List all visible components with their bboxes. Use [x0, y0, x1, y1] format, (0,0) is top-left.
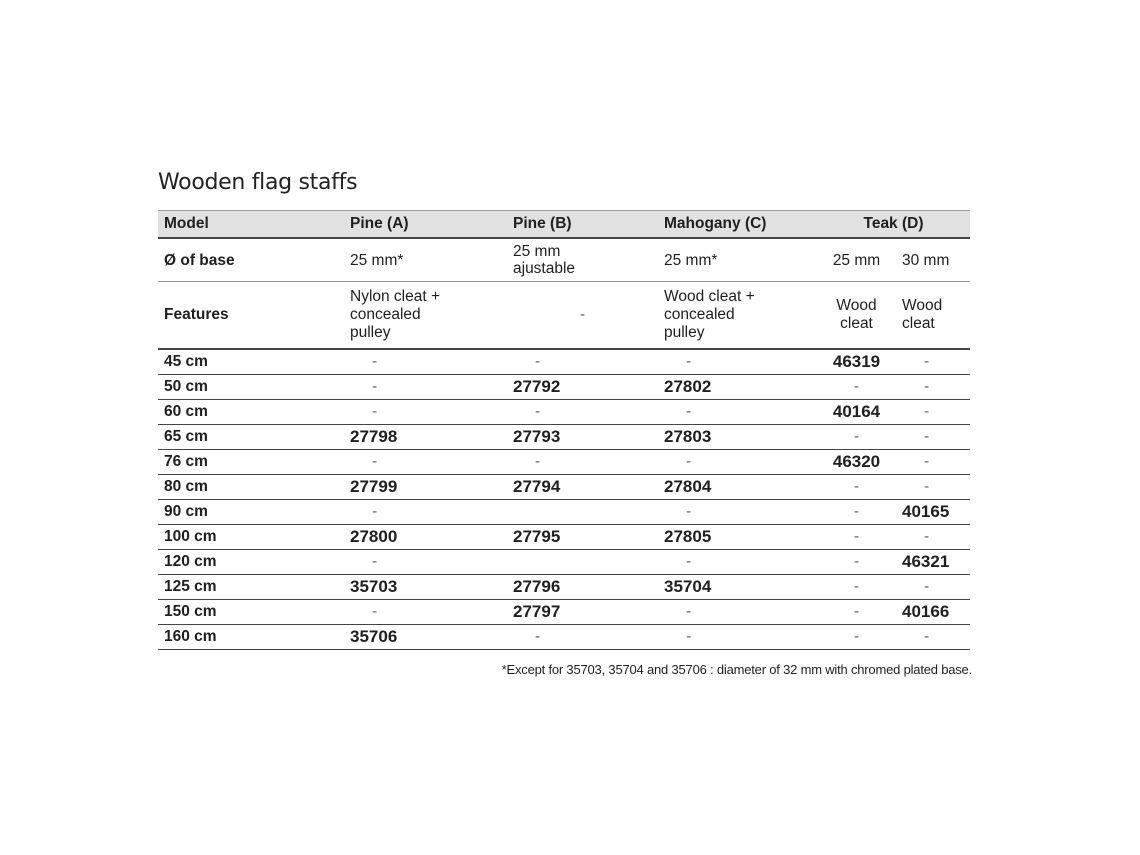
product-code: 40165: [902, 502, 950, 521]
product-code: 27803: [664, 427, 712, 446]
header-pine-a: Pine (A): [344, 211, 507, 239]
dash: -: [372, 603, 378, 620]
dash: -: [924, 353, 930, 370]
dash: -: [535, 628, 541, 645]
product-code: 27805: [664, 527, 712, 546]
dash: -: [924, 428, 930, 445]
cell-mahogany-c: [658, 500, 817, 525]
table-row: [158, 400, 970, 425]
cell-teak-30: [896, 400, 970, 425]
dash: -: [924, 403, 930, 420]
features-teak-30: [896, 282, 970, 350]
cell-teak-25: [817, 425, 896, 450]
features-pine-a-line: pulley: [350, 324, 391, 341]
cell-pine-a: [344, 625, 507, 650]
cell-mahogany-c: [658, 625, 817, 650]
dash: -: [686, 603, 692, 620]
table-row: [158, 625, 970, 650]
row-size-label: 100 cm: [158, 525, 344, 550]
dash: -: [686, 628, 692, 645]
features-pine-a-line: concealed: [350, 306, 421, 323]
cell-teak-30: [896, 375, 970, 400]
cell-mahogany-c: [658, 400, 817, 425]
cell-mahogany-c: [658, 375, 817, 400]
dash: -: [924, 478, 930, 495]
dash: -: [853, 378, 860, 395]
cell-pine-a: [344, 575, 507, 600]
features-mahogany-c-line: Wood cleat +: [664, 288, 755, 305]
base-pine-a: 25 mm*: [344, 238, 507, 282]
dash: -: [686, 453, 692, 470]
cell-teak-30: [896, 625, 970, 650]
dash: -: [579, 306, 586, 323]
base-diameter-row: [158, 238, 970, 282]
cell-pine-b: [507, 475, 658, 500]
dash: -: [535, 403, 541, 420]
cell-pine-b: [507, 349, 658, 375]
features-pine-b: [507, 282, 658, 350]
product-code: 40166: [902, 602, 950, 621]
header-pine-b: Pine (B): [507, 211, 658, 239]
table-row: [158, 475, 970, 500]
cell-pine-b: [507, 575, 658, 600]
base-teak-25: 25 mm: [817, 238, 896, 282]
dash: -: [853, 603, 860, 620]
dash: -: [924, 628, 930, 645]
cell-pine-b: [507, 400, 658, 425]
header-model: Model: [158, 211, 344, 239]
row-size-label: 120 cm: [158, 550, 344, 575]
dash: -: [924, 578, 930, 595]
features-teak-25-line: Wood: [836, 297, 877, 314]
cell-pine-a: [344, 425, 507, 450]
table-row: [158, 600, 970, 625]
cell-pine-b: [507, 425, 658, 450]
cell-teak-30: [896, 500, 970, 525]
cell-teak-30: [896, 600, 970, 625]
dash: -: [853, 428, 860, 445]
product-code: 27796: [513, 577, 561, 596]
features-pine-a: [344, 282, 507, 350]
product-code: 46320: [832, 452, 881, 471]
cell-teak-25: [817, 625, 896, 650]
row-size-label: 76 cm: [158, 450, 344, 475]
footnote: *Except for 35703, 35704 and 35706 : diameter of 32 mm with chromed plated base.: [501, 662, 972, 677]
features-mahogany-c: [658, 282, 817, 350]
product-code: 27794: [513, 477, 561, 496]
features-pine-a-line: Nylon cleat +: [350, 288, 441, 305]
dash: -: [853, 578, 860, 595]
product-code: 46319: [832, 352, 881, 371]
cell-pine-b: [507, 450, 658, 475]
cell-teak-25: [817, 500, 896, 525]
features-mahogany-c-line: pulley: [664, 324, 705, 341]
dash: -: [853, 528, 860, 545]
dash: -: [535, 353, 541, 370]
table-row: [158, 525, 970, 550]
dash: -: [372, 378, 378, 395]
table-row: [158, 575, 970, 600]
cell-teak-30: [896, 349, 970, 375]
cell-teak-30: [896, 450, 970, 475]
features-teak-25-line: cleat: [840, 315, 873, 332]
product-code: 35706: [350, 627, 398, 646]
product-code: 27804: [664, 477, 712, 496]
cell-teak-25: [817, 349, 896, 375]
product-code: 46321: [902, 552, 950, 571]
dash: -: [924, 528, 930, 545]
row-size-label: 150 cm: [158, 600, 344, 625]
cell-teak-30: [896, 575, 970, 600]
cell-mahogany-c: [658, 550, 817, 575]
product-code: 27802: [664, 377, 712, 396]
base-pine-b-line2: ajustable: [513, 260, 576, 277]
features-teak-30-line: cleat: [902, 315, 935, 332]
product-code: 27795: [513, 527, 561, 546]
product-code: 27798: [350, 427, 398, 446]
cell-pine-a: [344, 450, 507, 475]
cell-teak-25: [817, 475, 896, 500]
base-pine-b: [507, 238, 658, 282]
features-teak-25: [817, 282, 896, 350]
cell-pine-b: [507, 500, 658, 525]
row-size-label: 80 cm: [158, 475, 344, 500]
cell-pine-a: [344, 375, 507, 400]
base-teak-30: 30 mm: [896, 238, 970, 282]
header-teak-d: Teak (D): [817, 211, 970, 239]
row-size-label: 50 cm: [158, 375, 344, 400]
cell-teak-30: [896, 475, 970, 500]
product-code: 35704: [664, 577, 712, 596]
cell-pine-b: [507, 375, 658, 400]
row-size-label: 125 cm: [158, 575, 344, 600]
flag-staffs-table: [158, 210, 970, 650]
cell-mahogany-c: [658, 525, 817, 550]
row-size-label: 160 cm: [158, 625, 344, 650]
table-title: Wooden flag staffs: [158, 170, 358, 195]
dash: -: [372, 553, 378, 570]
product-code: 27800: [350, 527, 398, 546]
cell-teak-25: [817, 400, 896, 425]
cell-mahogany-c: [658, 450, 817, 475]
cell-teak-30: [896, 525, 970, 550]
header-mahogany-c: Mahogany (C): [658, 211, 817, 239]
dash: -: [535, 453, 541, 470]
size-rows: [158, 349, 970, 650]
cell-pine-b: [507, 525, 658, 550]
cell-mahogany-c: [658, 349, 817, 375]
cell-pine-b: [507, 550, 658, 575]
product-code: 35703: [350, 577, 398, 596]
dash: -: [372, 403, 378, 420]
table-row: [158, 550, 970, 575]
table-row: [158, 349, 970, 375]
cell-pine-a: [344, 550, 507, 575]
dash: -: [853, 478, 860, 495]
row-size-label: 90 cm: [158, 500, 344, 525]
row-size-label: 65 cm: [158, 425, 344, 450]
dash: -: [686, 553, 692, 570]
product-code: 27797: [513, 602, 561, 621]
features-teak-30-line: Wood: [902, 297, 943, 314]
cell-teak-25: [817, 525, 896, 550]
cell-teak-25: [817, 550, 896, 575]
cell-pine-a: [344, 475, 507, 500]
cell-teak-25: [817, 375, 896, 400]
cell-mahogany-c: [658, 575, 817, 600]
table-row: [158, 450, 970, 475]
cell-pine-a: [344, 400, 507, 425]
features-label: Features: [158, 282, 344, 350]
cell-teak-25: [817, 575, 896, 600]
dash: -: [853, 628, 860, 645]
cell-teak-25: [817, 600, 896, 625]
base-label: Ø of base: [158, 238, 344, 282]
cell-pine-a: [344, 600, 507, 625]
dash: -: [372, 503, 378, 520]
product-code: 40164: [832, 402, 881, 421]
cell-teak-30: [896, 425, 970, 450]
cell-pine-b: [507, 600, 658, 625]
product-code: 27793: [513, 427, 561, 446]
row-size-label: 45 cm: [158, 349, 344, 375]
cell-pine-a: [344, 349, 507, 375]
features-row: [158, 282, 970, 350]
table-row: [158, 425, 970, 450]
dash: -: [924, 378, 930, 395]
row-size-label: 60 cm: [158, 400, 344, 425]
dash: -: [924, 453, 930, 470]
dash: -: [372, 453, 378, 470]
cell-teak-25: [817, 450, 896, 475]
dash: -: [372, 353, 378, 370]
product-code: 27799: [350, 477, 398, 496]
cell-pine-a: [344, 500, 507, 525]
cell-mahogany-c: [658, 475, 817, 500]
cell-mahogany-c: [658, 425, 817, 450]
table-row: [158, 375, 970, 400]
dash: -: [853, 553, 860, 570]
features-mahogany-c-line: concealed: [664, 306, 735, 323]
base-mahogany-c: 25 mm*: [658, 238, 817, 282]
base-pine-b-line1: 25 mm: [513, 243, 561, 260]
cell-pine-b: [507, 625, 658, 650]
dash: -: [686, 353, 692, 370]
table-row: [158, 500, 970, 525]
dash: -: [853, 503, 860, 520]
dash: -: [686, 503, 692, 520]
header-row: [158, 211, 970, 239]
dash: -: [686, 403, 692, 420]
cell-pine-a: [344, 525, 507, 550]
cell-mahogany-c: [658, 600, 817, 625]
product-code: 27792: [513, 377, 561, 396]
cell-teak-30: [896, 550, 970, 575]
